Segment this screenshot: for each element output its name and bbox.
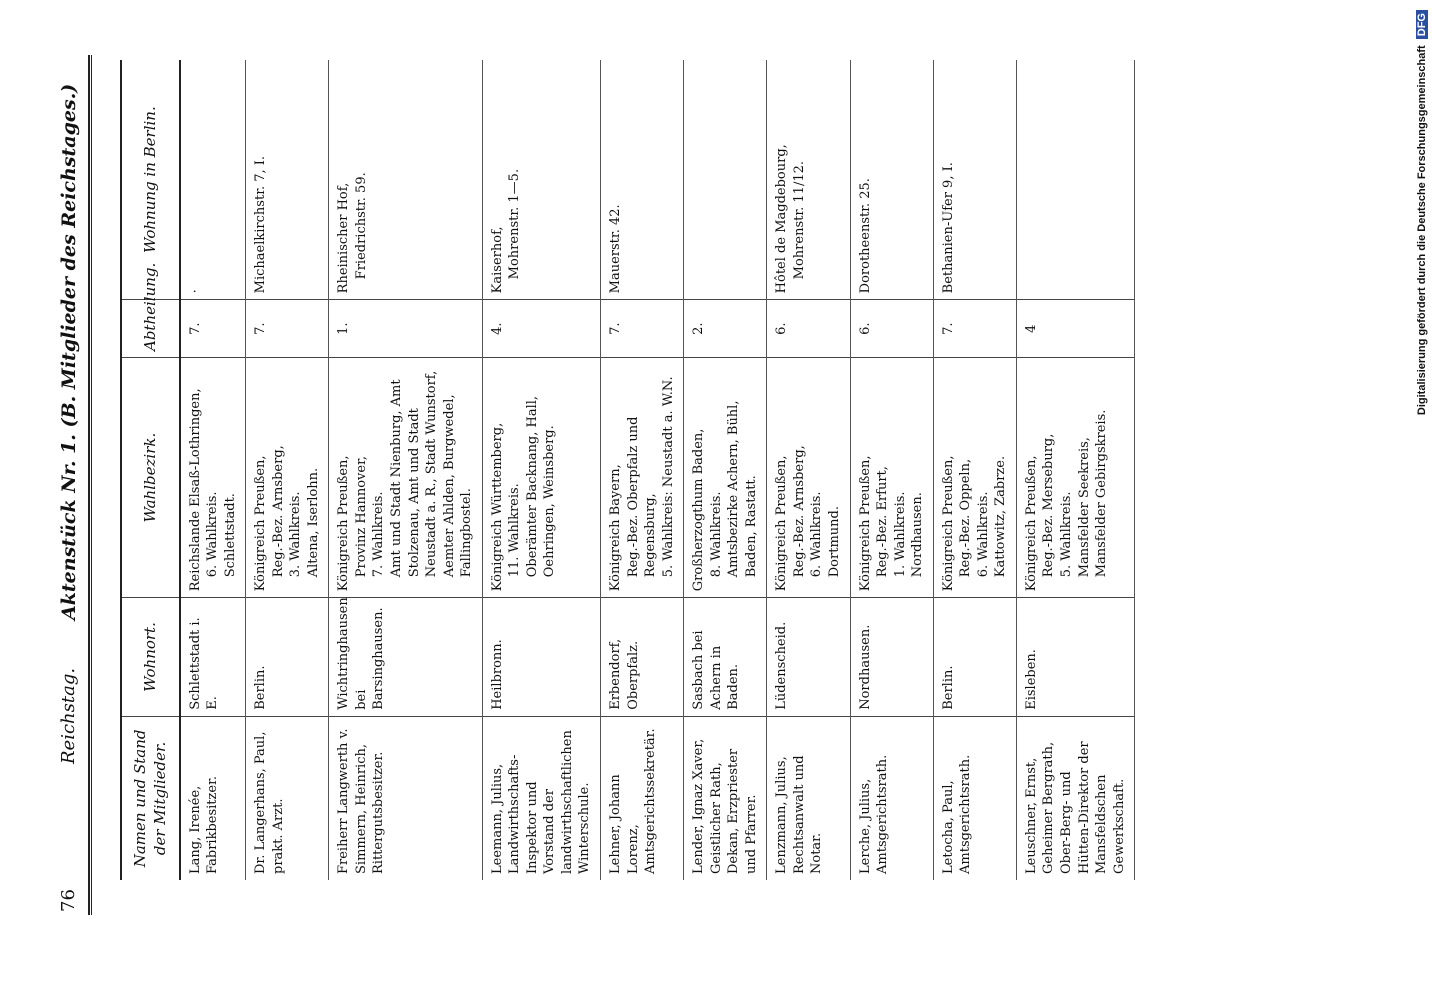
wohnung-line: · <box>187 289 203 294</box>
wohnung-line: Michaelkirchstr. 7, I. <box>253 155 269 294</box>
wahlbezirk-cell <box>180 358 246 598</box>
abtheilung: 7. <box>940 322 956 335</box>
column-header-wohnung: Wohnung in Berlin. <box>121 60 180 300</box>
wohnort: Berlin. <box>940 665 956 710</box>
wohnung-line: Hôtel de Magdebourg, <box>774 144 790 294</box>
abtheilung: 6. <box>774 322 790 335</box>
wahlbezirk-line: Provinz Hannover, <box>353 455 369 578</box>
wahlbezirk-line: 1. Wahlkreis. <box>892 491 908 578</box>
member-name: Leuschner, Ernst, Geheimer Bergrath, Ober-Berg- und Hütten-Direktor der Mansfeldschen Gewerkschaft. <box>1023 741 1127 874</box>
wohnort-cell <box>933 598 1016 717</box>
member-name: Letocha, Paul, Amtsgerichtsrath. <box>940 754 974 874</box>
abtheilung: 7. <box>607 322 623 335</box>
column-header-name: Namen und Stand der Mitglieder. <box>121 716 180 880</box>
member-name-cell <box>933 716 1016 880</box>
running-head-left: Reichstag. <box>58 667 79 764</box>
members-table <box>120 60 1135 880</box>
wahlbezirk-line: Königreich Preußen, <box>940 455 956 592</box>
member-name-cell <box>482 716 600 880</box>
table-row <box>246 60 329 880</box>
wahlbezirk-line: Königreich Preußen, <box>1023 455 1039 592</box>
wahlbezirk-cell <box>246 358 329 598</box>
wahlbezirk-cell <box>482 358 600 598</box>
abtheilung-cell <box>684 300 767 358</box>
member-name-cell <box>180 716 246 880</box>
wahlbezirk-line: Dortmund. <box>827 506 842 578</box>
wahlbezirk-line: Mansfelder Seekreis, <box>1076 437 1092 578</box>
wohnort: Berlin. <box>253 665 269 710</box>
member-name: Lerche, Julius, Amtsgerichtsrath. <box>857 754 891 874</box>
wahlbezirk-line: Kattowitz, Zabrze. <box>993 455 1009 578</box>
wohnort: Nordhausen. <box>857 624 873 710</box>
abtheilung-cell <box>767 300 850 358</box>
table-row <box>1016 60 1134 880</box>
wohnung-line: Mohrenstr. 11/12. <box>791 160 807 280</box>
wahlbezirk-line: Mansfelder Gebirgskreis. <box>1094 409 1110 578</box>
member-name-cell <box>600 716 683 880</box>
wohnung-cell <box>329 60 482 300</box>
wohnort: Sasbach bei Achern in Baden. <box>691 630 742 710</box>
wahlbezirk-cell <box>329 358 482 598</box>
digitization-credit <box>1416 10 1428 1000</box>
wohnort-cell <box>482 598 600 717</box>
wahlbezirk-line: Königreich Preußen, <box>857 455 873 592</box>
member-name-cell <box>246 716 329 880</box>
wahlbezirk-cell <box>850 358 933 598</box>
abtheilung: 7. <box>253 322 269 335</box>
member-name: Freiherr Langwerth v. Simmern, Heinrich, Rittergutsbesitzer. <box>336 728 387 874</box>
wahlbezirk-line: Königreich Preußen, <box>774 455 790 592</box>
dfg-logo: DFG <box>1416 10 1428 39</box>
wohnung-line: Bethanien-Ufer 9, I. <box>940 162 956 294</box>
page-number: 76 <box>58 889 79 912</box>
wahlbezirk-line: Königreich Preußen, <box>336 455 352 592</box>
table-row <box>329 60 482 880</box>
wahlbezirk-line: 6. Wahlkreis. <box>975 491 991 578</box>
wohnort-cell <box>329 598 482 717</box>
wahlbezirk-line: Großherzogthum Baden, <box>691 428 707 592</box>
abtheilung: 7. <box>187 322 203 335</box>
wahlbezirk-cell <box>684 358 767 598</box>
wohnung-line: Friedrichstr. 59. <box>353 172 369 280</box>
wahlbezirk-line: Amt und Stadt Nienburg, Amt Stolzenau, Amt und Stadt Neustadt a. R., Stadt Wunstorf, Aemter Ahlden, Burgwedel, Fallingbostel. <box>388 370 475 578</box>
wohnort-cell <box>180 598 246 717</box>
wahlbezirk-line: Nordhausen. <box>910 492 926 578</box>
members-table-wrapper <box>120 60 1340 880</box>
wohnort: Erbendorf, Oberpfalz. <box>607 638 641 710</box>
wohnung-cell <box>180 60 246 300</box>
abtheilung: 2. <box>691 322 707 335</box>
wahlbezirk-cell <box>1016 358 1134 598</box>
wahlbezirk-line: Königreich Preußen, <box>253 455 269 592</box>
table-row <box>684 60 767 880</box>
wohnung-cell <box>684 60 767 300</box>
wahlbezirk-line: 6. Wahlkreis. <box>809 491 825 578</box>
wahlbezirk-line: Königreich Bayern, <box>607 464 623 592</box>
table-row <box>482 60 600 880</box>
table-body <box>180 60 1135 880</box>
wohnort: Wichtringhausen bei Barsinghausen. <box>336 597 387 710</box>
wahlbezirk-line: Reg.-Bez. Arnsberg, <box>791 445 807 578</box>
running-head-title: Aktenstück Nr. 1. (B. Mitglieder des Reichstages.) <box>58 83 80 620</box>
member-name-cell <box>1016 716 1134 880</box>
wahlbezirk-line: Schlettstadt. <box>222 493 238 578</box>
member-name: Leemann, Julius, Landwirthschafts-Inspektor und Vorstand der landwirthschaftlichen Winterschule. <box>489 730 593 874</box>
wohnort-cell <box>684 598 767 717</box>
wahlbezirk-line: 11. Wahlkreis. <box>507 483 523 578</box>
wahlbezirk-cell <box>767 358 850 598</box>
wohnung-line: Mauerstr. 42. <box>607 204 623 294</box>
wahlbezirk-line: Amtsbezirke Achern, Bühl, Baden, Rastatt. <box>726 400 759 578</box>
wohnort-cell <box>1016 598 1134 717</box>
member-name: Lender, Ignaz Xaver, Geistlicher Rath, Dekan, Erzpriester und Pfarrer. <box>691 738 759 874</box>
wohnung-cell <box>600 60 683 300</box>
abtheilung-cell <box>246 300 329 358</box>
member-name: Dr. Langerhans, Paul, prakt. Arzt. <box>253 731 286 874</box>
header-rule <box>88 55 90 915</box>
table-row <box>767 60 850 880</box>
wohnung-cell <box>482 60 600 300</box>
wohnung-cell <box>246 60 329 300</box>
wohnung-cell <box>933 60 1016 300</box>
abtheilung-cell <box>482 300 600 358</box>
wohnort-cell <box>850 598 933 717</box>
abtheilung-cell <box>600 300 683 358</box>
member-name-cell <box>850 716 933 880</box>
wohnung-line: Rheinischer Hof, <box>336 182 352 294</box>
column-header-wahlbezirk: Wahlbezirk. <box>121 358 180 598</box>
wohnung-cell <box>767 60 850 300</box>
table-row <box>180 60 246 880</box>
wahlbezirk-line: 6. Wahlkreis. <box>205 491 221 578</box>
member-name-cell <box>684 716 767 880</box>
wahlbezirk-line: Reg.-Bez. Erfurt, <box>875 466 891 578</box>
wahlbezirk-line: Reg.-Bez. Merseburg, <box>1041 433 1057 578</box>
wahlbezirk-line: 8. Wahlkreis. <box>708 491 724 578</box>
abtheilung-cell <box>850 300 933 358</box>
abtheilung: 4 <box>1023 324 1039 333</box>
table-row <box>600 60 683 880</box>
page-header <box>0 0 110 1000</box>
table-row <box>933 60 1016 880</box>
wahlbezirk-line: Oberämter Backnang, Hall, Oehringen, Weinsberg. <box>524 395 558 578</box>
wahlbezirk-line: 5. Wahlkreis: Neustadt a. W.N. <box>660 376 676 578</box>
wahlbezirk-cell <box>600 358 683 598</box>
wohnort-cell <box>600 598 683 717</box>
wohnung-cell <box>1016 60 1134 300</box>
wahlbezirk-line: Reg.-Bez. Arnsberg, <box>270 445 286 578</box>
wohnung-cell <box>850 60 933 300</box>
abtheilung-cell <box>329 300 482 358</box>
wohnort: Lüdenscheid. <box>774 621 790 710</box>
wohnung-line: Dorotheenstr. 25. <box>857 178 873 294</box>
wahlbezirk-line: 7. Wahlkreis. <box>371 491 387 578</box>
wahlbezirk-line: Altena, Iserlohn. <box>305 467 321 578</box>
wahlbezirk-line: 3. Wahlkreis. <box>288 491 304 578</box>
member-name: Lenzmann, Julius, Rechtsanwalt und Notar. <box>774 755 825 874</box>
abtheilung-cell <box>180 300 246 358</box>
wahlbezirk-line: 5. Wahlkreis. <box>1059 491 1075 578</box>
abtheilung-cell <box>933 300 1016 358</box>
header-rule-thin <box>91 55 92 915</box>
wohnort: Schlettstadt i. E. <box>187 617 221 710</box>
member-name: Lehner, Johann Lorenz, Amtsgerichtssekretär. <box>607 728 659 874</box>
abtheilung: 6. <box>857 322 873 335</box>
wahlbezirk-line: Reg.-Bez. Oppeln, <box>958 458 974 578</box>
column-header-abtheilung: Abtheilung. <box>121 300 180 358</box>
table-header-row <box>121 60 180 880</box>
column-header-wohnort: Wohnort. <box>121 598 180 717</box>
wahlbezirk-line: Reg.-Bez. Oberpfalz und Regensburg, <box>625 416 659 578</box>
wohnung-line: Mohrenstr. 1—5. <box>507 168 523 280</box>
wohnort: Heilbronn. <box>489 639 505 710</box>
wahlbezirk-line: Königreich Württemberg, <box>489 422 505 592</box>
member-name-cell <box>767 716 850 880</box>
wahlbezirk-line: Reichslande Elsaß-Lothringen, <box>187 388 203 592</box>
abtheilung: 1. <box>336 322 352 335</box>
wohnung-line: Kaiserhof, <box>489 226 505 294</box>
abtheilung-cell <box>1016 300 1134 358</box>
credit-text: Digitalisierung gefördert durch die Deutsche Forschungsgemeinschaft <box>1416 45 1428 416</box>
member-name: Lang, Irenée, Fabrikbesitzer. <box>187 776 221 874</box>
wohnort-cell <box>246 598 329 717</box>
wohnort-cell <box>767 598 850 717</box>
wohnort: Eisleben. <box>1023 649 1039 710</box>
table-row <box>850 60 933 880</box>
member-name-cell <box>329 716 482 880</box>
wahlbezirk-cell <box>933 358 1016 598</box>
abtheilung: 4. <box>489 322 505 335</box>
